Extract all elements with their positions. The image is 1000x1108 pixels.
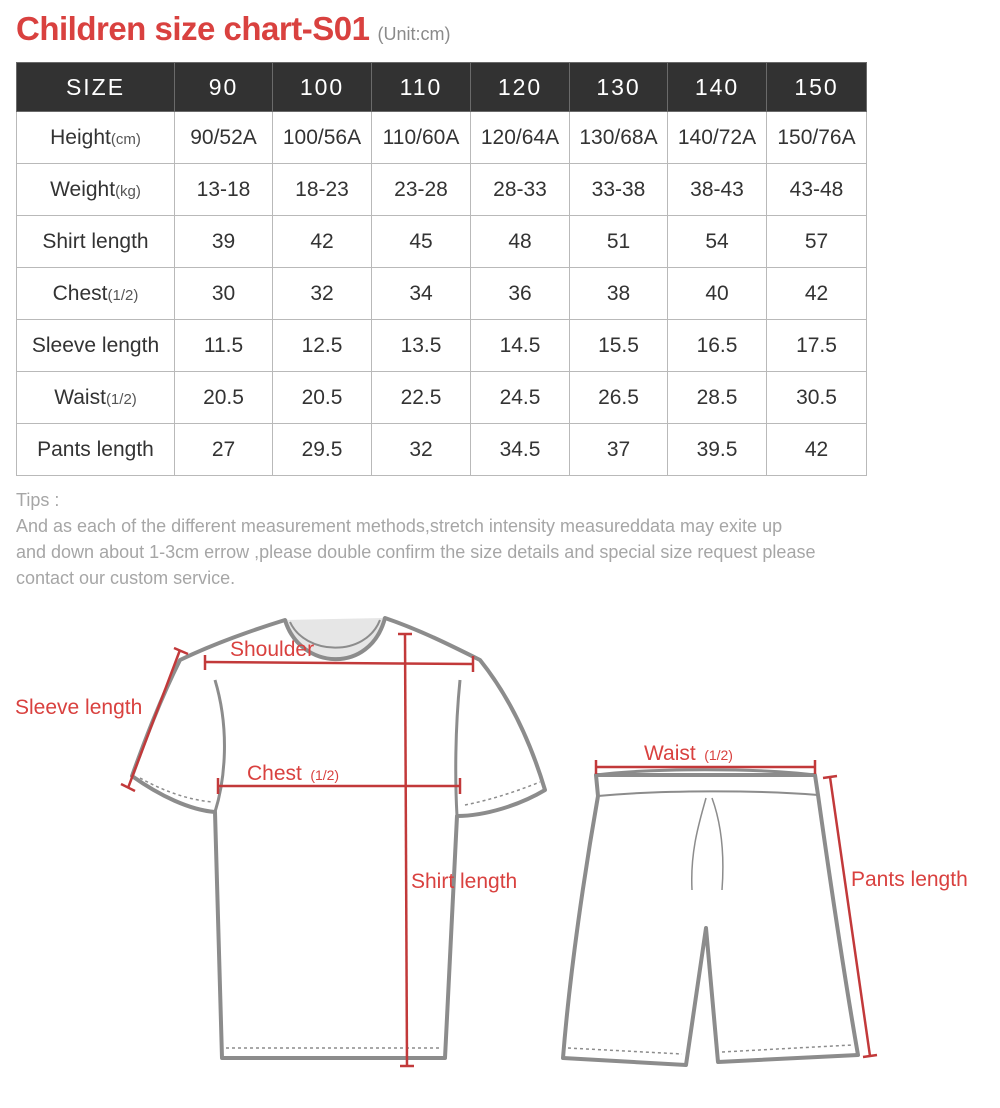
table-cell: 23-28	[372, 164, 471, 216]
header-size: 120	[471, 63, 570, 112]
tips-line: and down about 1-3cm errow ,please double confirm the size details and special size request please	[16, 542, 816, 562]
table-cell: 32	[273, 268, 372, 320]
table-cell: 90/52A	[175, 112, 273, 164]
table-row	[17, 424, 867, 476]
size-table	[16, 62, 867, 476]
row-label	[17, 112, 175, 164]
shoulder-label: Shoulder	[230, 638, 315, 661]
table-cell: 54	[668, 216, 767, 268]
row-label	[17, 320, 175, 372]
table-cell: 13.5	[372, 320, 471, 372]
table-row	[17, 268, 867, 320]
sleeve-tick-top	[174, 648, 188, 654]
table-row	[17, 164, 867, 216]
table-cell: 140/72A	[668, 112, 767, 164]
pants-length-label: Pants length	[851, 868, 968, 891]
row-label-text: Chest	[52, 281, 108, 305]
table-row	[17, 112, 867, 164]
measurement-diagram	[0, 600, 1000, 1100]
table-cell: 38-43	[668, 164, 767, 216]
table-cell: 34	[372, 268, 471, 320]
table-cell: 45	[372, 216, 471, 268]
row-label-unit: (1/2)	[105, 390, 137, 408]
tips-line: contact our custom service.	[16, 568, 236, 588]
table-cell: 17.5	[767, 320, 867, 372]
sleeve-length-label: Sleeve length	[15, 696, 143, 719]
table-cell: 130/68A	[570, 112, 668, 164]
table-cell: 100/56A	[273, 112, 372, 164]
table-cell: 33-38	[570, 164, 668, 216]
table-cell: 27	[175, 424, 273, 476]
table-cell: 120/64A	[471, 112, 570, 164]
row-label-unit: (kg)	[115, 182, 141, 200]
table-cell: 24.5	[471, 372, 570, 424]
row-label	[17, 372, 175, 424]
table-body	[17, 112, 867, 476]
table-cell: 40	[668, 268, 767, 320]
table-cell: 42	[767, 268, 867, 320]
row-label-unit: (cm)	[110, 130, 141, 148]
row-label-text: Waist	[54, 385, 106, 409]
table-cell: 42	[767, 424, 867, 476]
table-cell: 30.5	[767, 372, 867, 424]
header-row	[17, 63, 867, 112]
shorts-illustration	[563, 770, 858, 1065]
table-cell: 11.5	[175, 320, 273, 372]
table-cell: 43-48	[767, 164, 867, 216]
table-cell: 57	[767, 216, 867, 268]
tips-heading: Tips :	[16, 490, 60, 510]
header-size: 150	[767, 63, 867, 112]
table-row	[17, 320, 867, 372]
chart-title-row	[16, 10, 450, 54]
table-cell: 22.5	[372, 372, 471, 424]
table-cell: 28-33	[471, 164, 570, 216]
page-title: Children size chart-S01	[16, 10, 370, 47]
table-cell: 28.5	[668, 372, 767, 424]
unit-label: (Unit:cm)	[377, 24, 451, 44]
tshirt-illustration	[132, 618, 545, 1058]
header-size: 100	[273, 63, 372, 112]
table-cell: 18-23	[273, 164, 372, 216]
table-cell: 37	[570, 424, 668, 476]
row-label-text: Height	[50, 125, 111, 149]
table-cell: 15.5	[570, 320, 668, 372]
table-cell: 39.5	[668, 424, 767, 476]
header-size: 110	[372, 63, 471, 112]
table-cell: 34.5	[471, 424, 570, 476]
table-cell: 13-18	[175, 164, 273, 216]
table-cell: 16.5	[668, 320, 767, 372]
table-cell: 51	[570, 216, 668, 268]
pants-length-tick-top	[823, 776, 837, 778]
table-row	[17, 216, 867, 268]
row-label-text: Pants length	[37, 437, 154, 461]
table-cell: 29.5	[273, 424, 372, 476]
chest-label-sub: (1/2)	[310, 767, 340, 783]
table-cell: 12.5	[273, 320, 372, 372]
table-cell: 36	[471, 268, 570, 320]
table-cell: 20.5	[175, 372, 273, 424]
table-cell: 150/76A	[767, 112, 867, 164]
chest-label-main: Chest	[247, 762, 302, 785]
row-label-text: Weight	[50, 177, 116, 201]
table-cell: 26.5	[570, 372, 668, 424]
header-size-label: SIZE	[17, 63, 175, 112]
row-label	[17, 216, 175, 268]
table-cell: 32	[372, 424, 471, 476]
tips-section	[16, 487, 976, 591]
row-label	[17, 424, 175, 476]
table-cell: 30	[175, 268, 273, 320]
header-size: 140	[668, 63, 767, 112]
table-cell: 20.5	[273, 372, 372, 424]
header-size: 90	[175, 63, 273, 112]
header-size: 130	[570, 63, 668, 112]
waist-label	[644, 742, 733, 765]
table-cell: 42	[273, 216, 372, 268]
table-cell: 14.5	[471, 320, 570, 372]
row-label	[17, 164, 175, 216]
table-cell: 38	[570, 268, 668, 320]
row-label-text: Sleeve length	[31, 333, 160, 357]
table-cell: 48	[471, 216, 570, 268]
row-label	[17, 268, 175, 320]
waist-label-sub: (1/2)	[704, 747, 733, 763]
tips-line: And as each of the different measurement methods,stretch intensity measureddata may exite up	[16, 516, 783, 536]
shirt-length-label: Shirt length	[411, 870, 518, 893]
row-label-text: Shirt length	[42, 229, 149, 253]
table-cell: 39	[175, 216, 273, 268]
waist-label-main: Waist	[644, 742, 696, 765]
table-row	[17, 372, 867, 424]
row-label-unit: (1/2)	[107, 286, 139, 304]
table-cell: 110/60A	[372, 112, 471, 164]
pants-length-tick-bottom	[863, 1055, 877, 1057]
